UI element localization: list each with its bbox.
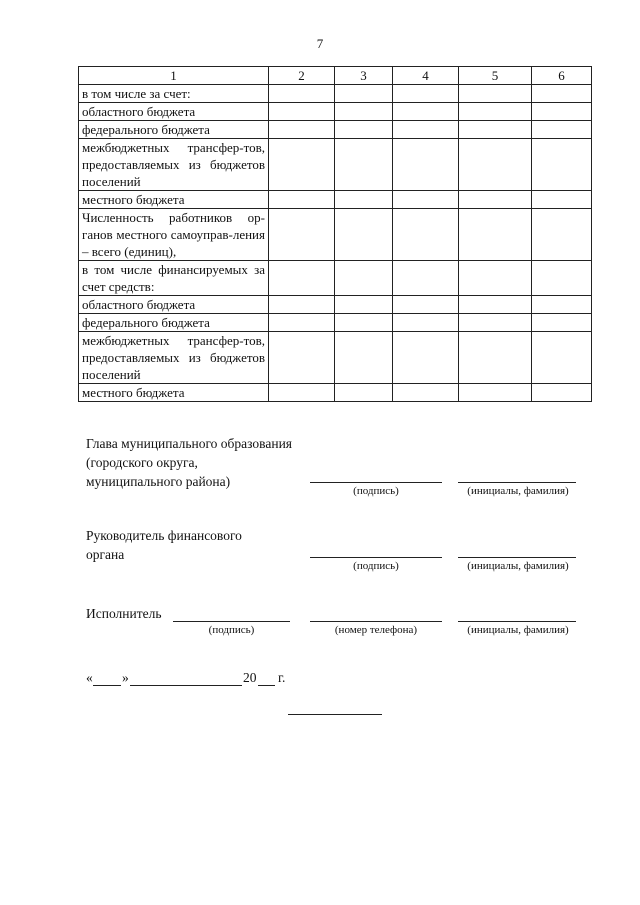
empty-cell[interactable] [459, 332, 532, 384]
empty-cell[interactable] [269, 121, 335, 139]
empty-cell[interactable] [269, 191, 335, 209]
row-label: федерального бюджета [79, 314, 269, 332]
head-name-caption: (инициалы, фамилия) [467, 485, 569, 497]
date-year-prefix: 20 [243, 670, 257, 685]
date-day-line [93, 685, 121, 686]
finance-title-line2: органа [86, 547, 125, 562]
head-title-line2: (городского округа, [86, 455, 198, 470]
date-year-line [258, 685, 275, 686]
empty-cell[interactable] [335, 209, 393, 261]
empty-cell[interactable] [459, 209, 532, 261]
empty-cell[interactable] [393, 332, 459, 384]
empty-cell[interactable] [532, 296, 592, 314]
empty-cell[interactable] [532, 139, 592, 191]
empty-cell[interactable] [459, 384, 532, 402]
empty-cell[interactable] [269, 296, 335, 314]
empty-cell[interactable] [532, 261, 592, 296]
executor-phone-line [310, 621, 442, 622]
empty-cell[interactable] [269, 314, 335, 332]
column-header: 5 [459, 67, 532, 85]
empty-cell[interactable] [393, 103, 459, 121]
table-row [79, 121, 592, 139]
empty-cell[interactable] [269, 384, 335, 402]
head-signature-line [310, 482, 442, 483]
table-row [79, 296, 592, 314]
row-label: межбюджетных трансфер-тов, предоставляемых из бюджетов поселений [79, 332, 269, 384]
empty-cell[interactable] [393, 261, 459, 296]
empty-cell[interactable] [393, 209, 459, 261]
empty-cell[interactable] [335, 332, 393, 384]
row-label: межбюджетных трансфер-тов, предоставляемых из бюджетов поселений [79, 139, 269, 191]
table-row [79, 261, 592, 296]
date-month-line [130, 685, 242, 686]
head-title-line1: Глава муниципального образования [86, 436, 293, 451]
empty-cell[interactable] [459, 121, 532, 139]
executor-name-caption: (инициалы, фамилия) [467, 624, 569, 636]
empty-cell[interactable] [393, 384, 459, 402]
empty-cell[interactable] [532, 103, 592, 121]
empty-cell[interactable] [459, 103, 532, 121]
empty-cell[interactable] [335, 296, 393, 314]
row-label: в том числе финансируемых за счет средств: [79, 261, 269, 296]
report-table [78, 66, 592, 402]
empty-cell[interactable] [459, 261, 532, 296]
head-signature-block [86, 434, 292, 491]
executor-sign-caption: (подпись) [208, 624, 255, 636]
empty-cell[interactable] [335, 261, 393, 296]
finance-signature-line [310, 557, 442, 558]
table-row [79, 384, 592, 402]
empty-cell[interactable] [459, 139, 532, 191]
empty-cell[interactable] [269, 85, 335, 103]
executor-name-line [458, 621, 576, 622]
table-row [79, 314, 592, 332]
empty-cell[interactable] [532, 314, 592, 332]
head-title-line3: муниципального района) [86, 474, 231, 489]
empty-cell[interactable] [532, 209, 592, 261]
empty-cell[interactable] [393, 191, 459, 209]
row-label: областного бюджета [79, 103, 269, 121]
empty-cell[interactable] [393, 139, 459, 191]
closing-separator [288, 714, 382, 715]
empty-cell[interactable] [393, 296, 459, 314]
empty-cell[interactable] [269, 209, 335, 261]
empty-cell[interactable] [459, 314, 532, 332]
date-year-suffix: г. [278, 670, 286, 685]
page-number: 7 [316, 36, 324, 51]
column-header: 6 [532, 67, 592, 85]
finance-title-line1: Руководитель финансового [86, 528, 242, 543]
row-label: федерального бюджета [79, 121, 269, 139]
empty-cell[interactable] [459, 296, 532, 314]
date-open-quote: « [86, 670, 93, 685]
table-row [79, 85, 592, 103]
column-header: 2 [269, 67, 335, 85]
column-header: 1 [79, 67, 269, 85]
head-name-line [458, 482, 576, 483]
empty-cell[interactable] [532, 332, 592, 384]
empty-cell[interactable] [269, 103, 335, 121]
finance-name-caption: (инициалы, фамилия) [467, 560, 569, 572]
finance-signature-block [86, 526, 242, 564]
empty-cell[interactable] [459, 85, 532, 103]
head-sign-caption: (подпись) [353, 485, 399, 497]
executor-label: Исполнитель [86, 606, 162, 621]
table-body [79, 85, 592, 402]
empty-cell[interactable] [459, 191, 532, 209]
empty-cell[interactable] [335, 103, 393, 121]
empty-cell[interactable] [335, 139, 393, 191]
empty-cell[interactable] [393, 314, 459, 332]
empty-cell[interactable] [335, 85, 393, 103]
column-header: 4 [393, 67, 459, 85]
empty-cell[interactable] [393, 85, 459, 103]
table-row [79, 103, 592, 121]
finance-sign-caption: (подпись) [353, 560, 399, 572]
empty-cell[interactable] [532, 384, 592, 402]
empty-cell[interactable] [532, 85, 592, 103]
empty-cell[interactable] [269, 261, 335, 296]
empty-cell[interactable] [269, 139, 335, 191]
table-row [79, 139, 592, 191]
empty-cell[interactable] [335, 314, 393, 332]
empty-cell[interactable] [393, 121, 459, 139]
column-header: 3 [335, 67, 393, 85]
table-row [79, 209, 592, 261]
table-row [79, 332, 592, 384]
date-close-quote: » [122, 670, 129, 685]
empty-cell[interactable] [532, 121, 592, 139]
row-label: местного бюджета [79, 191, 269, 209]
finance-name-line [458, 557, 576, 558]
table-header-row [79, 67, 592, 85]
empty-cell[interactable] [335, 121, 393, 139]
table-row [79, 191, 592, 209]
empty-cell[interactable] [532, 191, 592, 209]
row-label: в том числе за счет: [79, 85, 269, 103]
empty-cell[interactable] [269, 332, 335, 384]
row-label: областного бюджета [79, 296, 269, 314]
empty-cell[interactable] [335, 191, 393, 209]
row-label: Численность работников ор-ганов местного самоуправ-ления – всего (единиц), [79, 209, 269, 261]
empty-cell[interactable] [335, 384, 393, 402]
row-label: местного бюджета [79, 384, 269, 402]
executor-signature-line [173, 621, 290, 622]
executor-phone-caption: (номер телефона) [334, 624, 418, 636]
